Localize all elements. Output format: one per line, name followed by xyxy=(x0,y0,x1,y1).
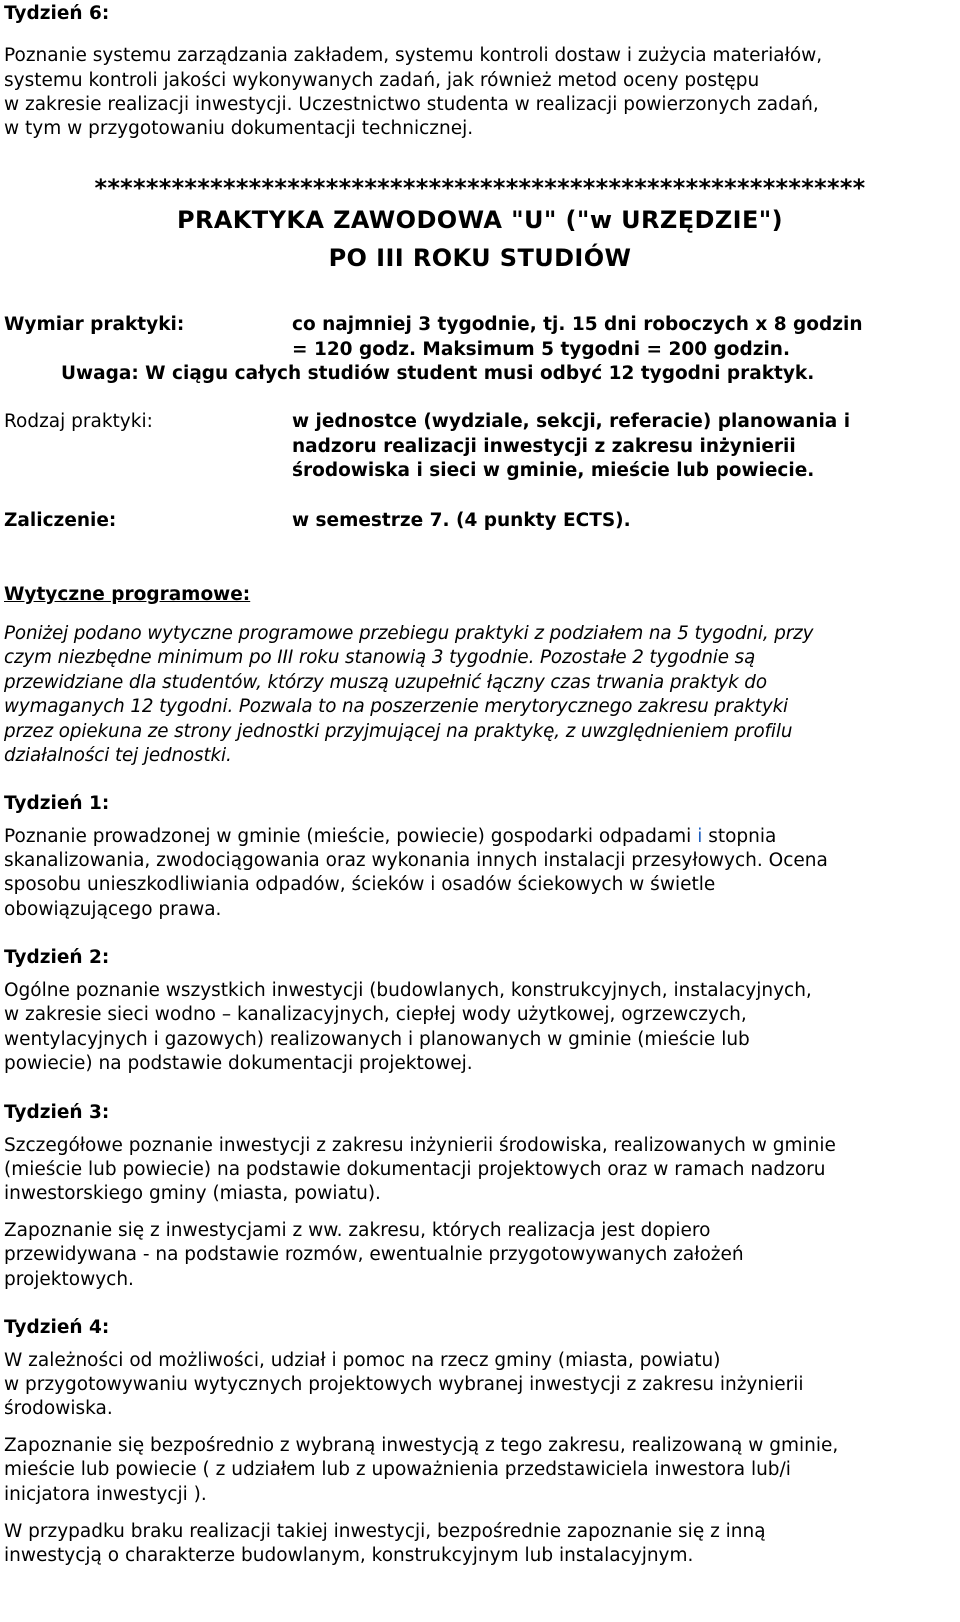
week4-line: W zależności od możliwości, udział i pomoc na rzecz gminy (miasta, powiatu) xyxy=(4,1350,721,1371)
week1-line xyxy=(4,825,776,849)
week2-line: powiecie) na podstawie dokumentacji projektowej. xyxy=(4,1053,473,1074)
wymiar-value: co najmniej 3 tygodnie, tj. 15 dni roboczych x 8 godzin xyxy=(292,314,863,335)
week1-text: Poznanie prowadzonej w gminie (mieście, powiecie) gospodarki odpadami xyxy=(4,826,698,847)
zaliczenie-value: w semestrze 7. (4 punkty ECTS). xyxy=(292,510,631,531)
week1-text: stopnia xyxy=(702,826,777,847)
rodzaj-value: w jednostce (wydziale, sekcji, referacie) planowania i xyxy=(292,411,851,432)
wymiar-value: = 120 godz. Maksimum 5 tygodni = 200 godzin. xyxy=(292,339,791,360)
week3-heading: Tydzień 3: xyxy=(4,1102,110,1123)
week6-line: w zakresie realizacji inwestycji. Uczestnictwo studenta w realizacji powierzonych zadań, xyxy=(4,94,819,115)
week2-line: wentylacyjnych i gazowych) realizowanych i planowanych w gminie (mieście lub xyxy=(4,1029,750,1050)
week1-line: sposobu unieszkodliwiania odpadów, ścieków i osadów ściekowych w świetle xyxy=(4,874,716,895)
week6-line: w tym w przygotowaniu dokumentacji technicznej. xyxy=(4,118,474,139)
wytyczne-line: Poniżej podano wytyczne programowe przebiegu praktyki z podziałem na 5 tygodni, przy xyxy=(4,623,814,644)
week3-line: Szczegółowe poznanie inwestycji z zakresu inżynierii środowiska, realizowanych w gminie xyxy=(4,1135,836,1156)
week3-line: projektowych. xyxy=(4,1269,134,1290)
week4-line: Zapoznanie się bezpośrednio z wybraną inwestycją z tego zakresu, realizowaną w gminie, xyxy=(4,1435,839,1456)
page-subtitle: PO III ROKU STUDIÓW xyxy=(328,244,632,272)
rodzaj-label: Rodzaj praktyki: xyxy=(4,411,153,432)
week6-line: systemu kontroli jakości wykonywanych zadań, jak również metod oceny postępu xyxy=(4,70,760,91)
week6-heading: Tydzień 6: xyxy=(4,3,110,24)
week1-line: obowiązującego prawa. xyxy=(4,899,222,920)
week2-line: Ogólne poznanie wszystkich inwestycji (budowlanych, konstrukcyjnych, instalacyjnych, xyxy=(4,980,812,1001)
wytyczne-line: przewidziane dla studentów, którzy muszą uzupełnić łączny czas trwania praktyk do xyxy=(4,672,767,693)
week3-line: (mieście lub powiecie) na podstawie dokumentacji projektowych oraz w ramach nadzoru xyxy=(4,1159,826,1180)
wytyczne-line: czym niezbędne minimum po III roku stanowią 3 tygodnie. Pozostałe 2 tygodnie są xyxy=(4,647,756,668)
week2-heading: Tydzień 2: xyxy=(4,947,110,968)
uwaga-note: Uwaga: W ciągu całych studiów student musi odbyć 12 tygodni praktyk. xyxy=(61,363,815,384)
week4-line: W przypadku braku realizacji takiej inwestycji, bezpośrednie zapoznanie się z inną xyxy=(4,1521,766,1542)
wytyczne-line: przez opiekuna ze strony jednostki przyjmującej na praktykę, z uwzględnieniem profilu xyxy=(4,721,793,742)
star-separator: ************************************************************ xyxy=(94,174,866,202)
week3-line: przewidywana - na podstawie rozmów, ewentualnie przygotowywanych założeń xyxy=(4,1244,744,1265)
week4-line: inwestycją o charakterze budowlanym, konstrukcyjnym lub instalacyjnym. xyxy=(4,1545,694,1566)
week6-line: Poznanie systemu zarządzania zakładem, systemu kontroli dostaw i zużycia materiałów, xyxy=(4,45,823,66)
rodzaj-value: nadzoru realizacji inwestycji z zakresu inżynierii xyxy=(292,436,796,457)
wymiar-label: Wymiar praktyki: xyxy=(4,314,185,335)
week4-line: środowiska. xyxy=(4,1398,113,1419)
week4-line: w przygotowywaniu wytycznych projektowych wybranej inwestycji z zakresu inżynierii xyxy=(4,1374,804,1395)
wytyczne-line: działalności tej jednostki. xyxy=(4,745,232,766)
wytyczne-heading: Wytyczne programowe: xyxy=(4,584,251,605)
week2-line: w zakresie sieci wodno – kanalizacyjnych, ciepłej wody użytkowej, ogrzewczych, xyxy=(4,1004,747,1025)
zaliczenie-label: Zaliczenie: xyxy=(4,510,117,531)
week4-line: mieście lub powiecie ( z udziałem lub z upoważnienia przedstawiciela inwestora lub/i xyxy=(4,1459,791,1480)
page-title: PRAKTYKA ZAWODOWA "U" ("w URZĘDZIE") xyxy=(176,206,784,234)
week1-line: skanalizowania, zwodociągowania oraz wykonania innych instalacji przesyłowych. Ocena xyxy=(4,850,828,871)
week3-line: inwestorskiego gminy (miasta, powiatu). xyxy=(4,1183,381,1204)
week4-heading: Tydzień 4: xyxy=(4,1317,110,1338)
week3-line: Zapoznanie się z inwestycjami z ww. zakresu, których realizacja jest dopiero xyxy=(4,1220,711,1241)
wytyczne-line: wymaganych 12 tygodni. Pozwala to na poszerzenie merytorycznego zakresu praktyki xyxy=(4,696,789,717)
week1-highlight: i xyxy=(697,826,703,847)
rodzaj-value: środowiska i sieci w gminie, mieście lub powiecie. xyxy=(292,460,815,481)
week4-line: inicjatora inwestycji ). xyxy=(4,1484,207,1505)
week1-heading: Tydzień 1: xyxy=(4,793,110,814)
